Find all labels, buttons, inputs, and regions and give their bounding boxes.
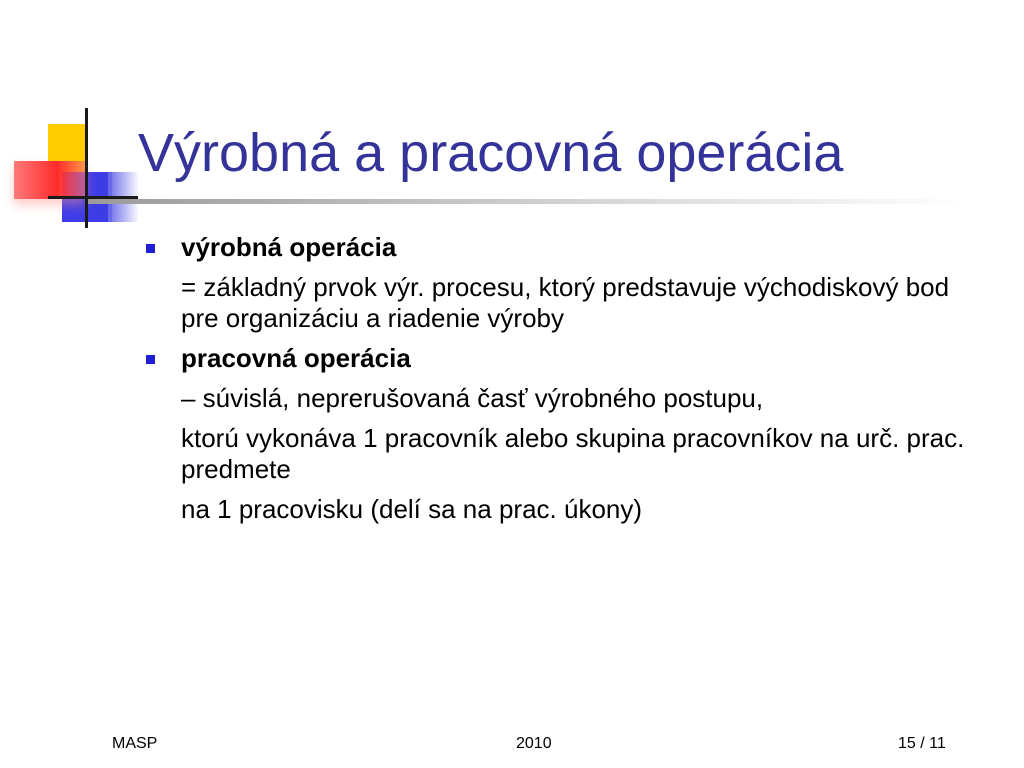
footer-left-text: MASP	[112, 735, 158, 752]
slide-content	[143, 232, 983, 534]
vertical-line-decoration	[85, 108, 88, 228]
definition-paragraph: = základný prvok výr. procesu, ktorý predstavuje východiskový bod pre organizáciu a riadenie výroby	[181, 272, 950, 333]
bullet-item-pracovna	[143, 343, 983, 374]
title-underline	[88, 199, 968, 204]
definition-paragraph: – súvislá, neprerušovaná časť výrobného postupu,	[181, 383, 764, 413]
slide-title: Výrobná a pracovná operácia	[138, 123, 844, 183]
square-bullet-icon	[146, 355, 155, 364]
bullet-term: pracovná operácia	[181, 343, 411, 373]
footer-date: 2010	[516, 735, 552, 752]
definition-paragraph: ktorú vykonáva 1 pracovník alebo skupina pracovníkov na urč. prac. predmete	[181, 423, 965, 484]
definition-paragraph: na 1 pracovisku (delí sa na prac. úkony)	[181, 494, 643, 524]
footer-slide-number: 15 / 11	[898, 735, 946, 752]
square-bullet-icon	[146, 244, 155, 253]
red-square-decoration	[14, 161, 86, 199]
corner-ornament	[0, 0, 150, 240]
bullet-term: výrobná operácia	[181, 232, 397, 262]
bullet-item-vyrobna	[143, 232, 983, 263]
